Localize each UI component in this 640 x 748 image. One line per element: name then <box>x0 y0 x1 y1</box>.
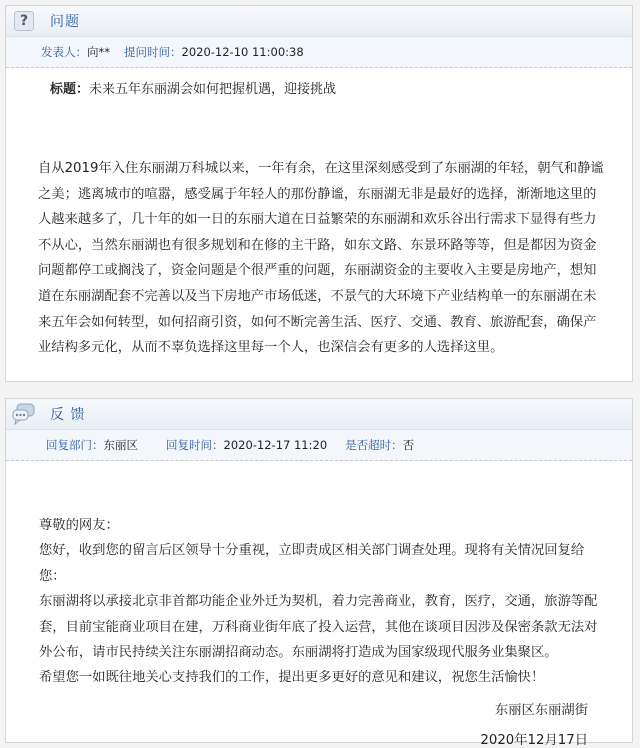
question-header <box>6 6 632 37</box>
answer-header-title: 反 馈 <box>50 407 86 423</box>
question-panel <box>5 5 633 382</box>
dept-label: 回复部门： <box>46 438 104 452</box>
poster-value: 向** <box>87 45 110 59</box>
overtime-value: 否 <box>402 438 415 452</box>
answer-paragraph-1: 您好，收到您的留言后区领导十分重视，立即责成区相关部门调查处理。现将有关情况回复给您： <box>39 543 585 584</box>
answer-meta <box>6 430 632 461</box>
answer-header <box>6 399 632 430</box>
signature-date: 2020年12月17日 <box>480 733 588 748</box>
speech-bubble-icon <box>11 401 37 427</box>
ask-time-label: 提问时间： <box>124 45 182 59</box>
question-icon: ? <box>11 8 37 34</box>
question-title: 未来五年东丽湖会如何把握机遇，迎接挑战 <box>89 82 337 97</box>
question-title-row <box>6 68 632 100</box>
reply-time-value: 2020-12-17 11:20 <box>223 438 328 452</box>
signature-name: 东丽区东丽湖街 <box>494 703 588 718</box>
question-title-label: 标题： <box>50 82 90 97</box>
overtime-label: 是否超时： <box>345 438 403 452</box>
ask-time-value: 2020-12-10 11:00:38 <box>181 45 304 59</box>
answer-body <box>39 513 608 691</box>
poster-label: 发表人： <box>41 45 87 59</box>
dept-value: 东丽区 <box>103 438 138 452</box>
answer-paragraph-2: 东丽湖将以承接北京非首都功能企业外迁为契机，着力完善商业，教育，医疗，交通，旅游等配套，目前宝能商业项目在建，万科商业街年底了投入运营，其他在谈项目因涉及保密条款无法对外公布，请市民持续关注东丽湖招商动态。东丽湖将打造成为国家级现代服务业集聚区。 <box>39 594 598 661</box>
question-header-title: 问题 <box>50 14 80 30</box>
question-meta <box>6 37 632 68</box>
reply-time-label: 回复时间： <box>166 438 224 452</box>
question-body: 自从2019年入住东丽湖万科城以来，一年有余，在这里深刻感受到了东丽湖的年轻，朝气和静谧之美；逃离城市的喧嚣，感受属于年轻人的那份静谧，东丽湖无非是最好的选择，渐渐地这里的人越来越多了，几十年的如一日的东丽大道在日益繁荣的东丽湖和欢乐谷出行需求下显得有些力不从心，当然东丽湖也有很多规划和在修的主干路，如东文路、东景环路等等，但是都因为资金问题都停工或搁浅了，资金问题是个很严重的问题，东丽湖资金的主要收入主要是房地产，想知道在东丽湖配套不完善以及当下房地产市场低迷，不景气的大环境下产业结构单一的东丽湖在未来五年会如何转型，如何招商引资，如何不断完善生活、医疗、交通、教育、旅游配套，确保产业结构多元化，从而不辜负选择这里每一个人，也深信会有更多的人选择这里。 <box>38 161 604 356</box>
answer-paragraph-3: 希望您一如既往地关心支持我们的工作，提出更多更好的意见和建议，祝您生活愉快！ <box>39 670 545 686</box>
answer-panel <box>5 398 633 748</box>
answer-greeting: 尊敬的网友： <box>39 518 119 533</box>
